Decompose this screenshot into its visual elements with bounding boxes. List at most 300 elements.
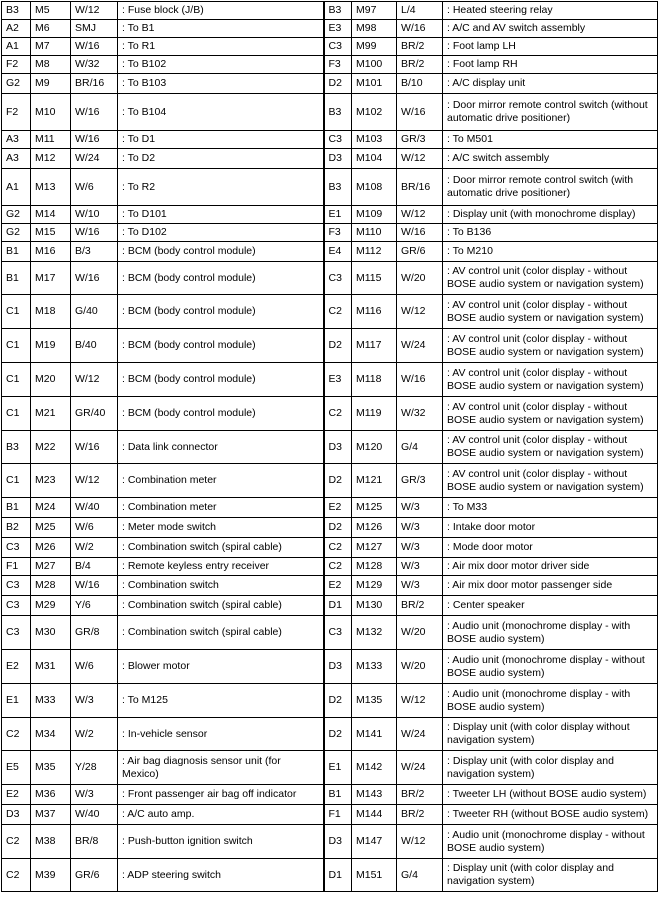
- cell-zone: A3: [2, 149, 31, 169]
- cell-description: : To R1: [118, 38, 324, 56]
- cell-zone: D2: [324, 684, 352, 718]
- cell-connector: M34: [31, 718, 71, 751]
- cell-connector: M29: [31, 596, 71, 616]
- cell-color: W/10: [71, 206, 118, 224]
- cell-zone: C3: [324, 131, 352, 149]
- cell-description: : AV control unit (color display - without BOSE audio system or navigation system): [443, 262, 658, 295]
- cell-description: : A/C auto amp.: [118, 805, 324, 825]
- cell-color: W/16: [71, 94, 118, 131]
- cell-description: : Display unit (with color display and navigation system): [443, 751, 658, 785]
- cell-color: W/12: [71, 363, 118, 397]
- cell-connector: M33: [31, 684, 71, 718]
- cell-color: W/12: [71, 464, 118, 498]
- cell-zone: D2: [324, 464, 352, 498]
- table-row: [2, 684, 658, 718]
- cell-color: W/16: [71, 38, 118, 56]
- cell-description: : To D2: [118, 149, 324, 169]
- cell-connector: M30: [31, 616, 71, 650]
- table-row: [2, 558, 658, 576]
- cell-connector: M15: [31, 224, 71, 242]
- cell-zone: A2: [2, 20, 31, 38]
- cell-zone: F1: [2, 558, 31, 576]
- table-row: [2, 149, 658, 169]
- cell-zone: D1: [324, 596, 352, 616]
- cell-color: W/12: [397, 825, 443, 859]
- cell-zone: D1: [324, 859, 352, 892]
- cell-zone: C3: [324, 262, 352, 295]
- table-row: [2, 825, 658, 859]
- cell-color: BR/8: [71, 825, 118, 859]
- cell-zone: C1: [2, 295, 31, 329]
- cell-description: : To D102: [118, 224, 324, 242]
- cell-connector: M8: [31, 56, 71, 74]
- cell-zone: D2: [324, 718, 352, 751]
- cell-color: W/16: [397, 363, 443, 397]
- cell-connector: M103: [352, 131, 397, 149]
- cell-color: BR/2: [397, 38, 443, 56]
- cell-description: : A/C and AV switch assembly: [443, 20, 658, 38]
- cell-color: W/20: [397, 650, 443, 684]
- cell-connector: M141: [352, 718, 397, 751]
- cell-zone: E2: [324, 576, 352, 596]
- cell-connector: M109: [352, 206, 397, 224]
- cell-color: BR/16: [397, 169, 443, 206]
- cell-connector: M28: [31, 576, 71, 596]
- cell-description: : AV control unit (color display - without BOSE audio system or navigation system): [443, 431, 658, 464]
- cell-zone: B1: [2, 242, 31, 262]
- cell-connector: M127: [352, 538, 397, 558]
- cell-description: : BCM (body control module): [118, 329, 324, 363]
- cell-zone: C2: [2, 859, 31, 892]
- cell-connector: M39: [31, 859, 71, 892]
- cell-connector: M97: [352, 2, 397, 20]
- cell-connector: M31: [31, 650, 71, 684]
- cell-description: : Data link connector: [118, 431, 324, 464]
- table-row: [2, 242, 658, 262]
- cell-description: : Center speaker: [443, 596, 658, 616]
- cell-connector: M100: [352, 56, 397, 74]
- cell-description: : Audio unit (monochrome display - with BOSE audio system): [443, 616, 658, 650]
- cell-connector: M35: [31, 751, 71, 785]
- cell-description: : A/C display unit: [443, 74, 658, 94]
- cell-zone: C3: [324, 616, 352, 650]
- cell-connector: M129: [352, 576, 397, 596]
- cell-zone: E5: [2, 751, 31, 785]
- cell-connector: M14: [31, 206, 71, 224]
- cell-connector: M98: [352, 20, 397, 38]
- table-row: [2, 431, 658, 464]
- table-row: [2, 785, 658, 805]
- cell-connector: M26: [31, 538, 71, 558]
- cell-color: W/24: [397, 718, 443, 751]
- cell-connector: M151: [352, 859, 397, 892]
- cell-description: : Door mirror remote control switch (with automatic drive positioner): [443, 169, 658, 206]
- cell-color: W/3: [397, 576, 443, 596]
- cell-zone: D3: [324, 825, 352, 859]
- table-row: [2, 363, 658, 397]
- cell-color: G/40: [71, 295, 118, 329]
- cell-description: : Audio unit (monochrome display - with BOSE audio system): [443, 684, 658, 718]
- table-row: [2, 751, 658, 785]
- cell-zone: F2: [2, 94, 31, 131]
- cell-zone: C1: [2, 464, 31, 498]
- cell-zone: E4: [324, 242, 352, 262]
- cell-description: : Remote keyless entry receiver: [118, 558, 324, 576]
- cell-description: : Meter mode switch: [118, 518, 324, 538]
- cell-description: : Intake door motor: [443, 518, 658, 538]
- cell-color: W/3: [397, 558, 443, 576]
- cell-color: W/12: [397, 684, 443, 718]
- cell-connector: M120: [352, 431, 397, 464]
- cell-color: W/40: [71, 805, 118, 825]
- cell-connector: M117: [352, 329, 397, 363]
- cell-color: W/3: [397, 518, 443, 538]
- cell-connector: M102: [352, 94, 397, 131]
- cell-color: BR/2: [397, 785, 443, 805]
- cell-zone: F3: [324, 224, 352, 242]
- cell-connector: M20: [31, 363, 71, 397]
- cell-color: W/16: [71, 131, 118, 149]
- cell-description: : Combination meter: [118, 498, 324, 518]
- cell-color: BR/2: [397, 56, 443, 74]
- cell-connector: M119: [352, 397, 397, 431]
- cell-zone: C2: [324, 295, 352, 329]
- cell-connector: M125: [352, 498, 397, 518]
- cell-color: W/3: [71, 785, 118, 805]
- cell-description: : Tweeter LH (without BOSE audio system): [443, 785, 658, 805]
- cell-connector: M36: [31, 785, 71, 805]
- table-row: [2, 224, 658, 242]
- cell-color: W/12: [397, 149, 443, 169]
- cell-description: : Door mirror remote control switch (without automatic drive positioner): [443, 94, 658, 131]
- cell-description: : AV control unit (color display - without BOSE audio system or navigation system): [443, 363, 658, 397]
- cell-description: : To B136: [443, 224, 658, 242]
- cell-description: : BCM (body control module): [118, 295, 324, 329]
- cell-color: GR/6: [397, 242, 443, 262]
- cell-color: Y/28: [71, 751, 118, 785]
- cell-description: : AV control unit (color display - without BOSE audio system or navigation system): [443, 295, 658, 329]
- cell-description: : Air bag diagnosis sensor unit (for Mexico): [118, 751, 324, 785]
- cell-description: : Air mix door motor driver side: [443, 558, 658, 576]
- cell-connector: M121: [352, 464, 397, 498]
- cell-zone: B2: [2, 518, 31, 538]
- cell-connector: M147: [352, 825, 397, 859]
- cell-zone: B3: [324, 169, 352, 206]
- cell-zone: E1: [324, 206, 352, 224]
- cell-connector: M132: [352, 616, 397, 650]
- cell-color: G/4: [397, 859, 443, 892]
- cell-connector: M19: [31, 329, 71, 363]
- cell-connector: M16: [31, 242, 71, 262]
- cell-zone: C3: [2, 538, 31, 558]
- table-row: [2, 596, 658, 616]
- cell-connector: M25: [31, 518, 71, 538]
- cell-description: : Combination switch (spiral cable): [118, 616, 324, 650]
- cell-connector: M142: [352, 751, 397, 785]
- cell-color: B/4: [71, 558, 118, 576]
- cell-connector: M38: [31, 825, 71, 859]
- cell-description: : Mode door motor: [443, 538, 658, 558]
- table-row: [2, 859, 658, 892]
- cell-zone: B1: [324, 785, 352, 805]
- cell-zone: C3: [2, 576, 31, 596]
- cell-zone: B3: [2, 2, 31, 20]
- table-row: [2, 718, 658, 751]
- cell-description: : To B102: [118, 56, 324, 74]
- cell-color: W/20: [397, 616, 443, 650]
- cell-description: : To D101: [118, 206, 324, 224]
- cell-connector: M17: [31, 262, 71, 295]
- cell-color: GR/6: [71, 859, 118, 892]
- cell-connector: M10: [31, 94, 71, 131]
- cell-color: W/16: [71, 576, 118, 596]
- cell-color: W/6: [71, 650, 118, 684]
- cell-connector: M21: [31, 397, 71, 431]
- cell-connector: M11: [31, 131, 71, 149]
- cell-description: : To M125: [118, 684, 324, 718]
- cell-color: W/12: [397, 206, 443, 224]
- cell-description: : To M501: [443, 131, 658, 149]
- cell-zone: C3: [324, 38, 352, 56]
- table-row: [2, 518, 658, 538]
- cell-color: W/3: [397, 498, 443, 518]
- cell-color: L/4: [397, 2, 443, 20]
- cell-connector: M6: [31, 20, 71, 38]
- table-row: [2, 464, 658, 498]
- cell-zone: D3: [324, 149, 352, 169]
- cell-zone: C1: [2, 397, 31, 431]
- cell-description: : BCM (body control module): [118, 397, 324, 431]
- table-row: [2, 295, 658, 329]
- cell-description: : To B104: [118, 94, 324, 131]
- cell-description: : Tweeter RH (without BOSE audio system): [443, 805, 658, 825]
- cell-color: W/32: [397, 397, 443, 431]
- cell-description: : BCM (body control module): [118, 262, 324, 295]
- cell-description: : In-vehicle sensor: [118, 718, 324, 751]
- cell-zone: C2: [2, 718, 31, 751]
- cell-color: W/6: [71, 169, 118, 206]
- cell-color: W/6: [71, 518, 118, 538]
- cell-connector: M23: [31, 464, 71, 498]
- cell-color: W/24: [71, 149, 118, 169]
- cell-zone: C2: [324, 558, 352, 576]
- cell-zone: F2: [2, 56, 31, 74]
- cell-color: BR/2: [397, 596, 443, 616]
- cell-connector: M22: [31, 431, 71, 464]
- cell-zone: D3: [324, 650, 352, 684]
- cell-description: : Audio unit (monochrome display - without BOSE audio system): [443, 650, 658, 684]
- cell-connector: M135: [352, 684, 397, 718]
- cell-zone: G2: [2, 74, 31, 94]
- cell-description: : Foot lamp RH: [443, 56, 658, 74]
- cell-connector: M101: [352, 74, 397, 94]
- table-row: [2, 397, 658, 431]
- cell-connector: M108: [352, 169, 397, 206]
- cell-connector: M37: [31, 805, 71, 825]
- table-row: [2, 131, 658, 149]
- table-row: [2, 262, 658, 295]
- cell-description: : Front passenger air bag off indicator: [118, 785, 324, 805]
- cell-connector: M18: [31, 295, 71, 329]
- cell-description: : To B103: [118, 74, 324, 94]
- cell-color: W/16: [397, 94, 443, 131]
- cell-description: : Combination switch (spiral cable): [118, 596, 324, 616]
- cell-connector: M24: [31, 498, 71, 518]
- cell-color: GR/3: [397, 131, 443, 149]
- cell-zone: G2: [2, 206, 31, 224]
- table-row: [2, 20, 658, 38]
- table-row: [2, 650, 658, 684]
- cell-description: : Air mix door motor passenger side: [443, 576, 658, 596]
- cell-description: : AV control unit (color display - without BOSE audio system or navigation system): [443, 464, 658, 498]
- cell-zone: E2: [324, 498, 352, 518]
- cell-description: : Combination switch: [118, 576, 324, 596]
- cell-description: : Combination meter: [118, 464, 324, 498]
- table-row: [2, 2, 658, 20]
- cell-color: W/12: [397, 295, 443, 329]
- cell-zone: A1: [2, 169, 31, 206]
- cell-connector: M143: [352, 785, 397, 805]
- cell-color: W/16: [397, 20, 443, 38]
- cell-description: : Blower motor: [118, 650, 324, 684]
- cell-connector: M128: [352, 558, 397, 576]
- cell-description: : BCM (body control module): [118, 242, 324, 262]
- cell-description: : Display unit (with color display without navigation system): [443, 718, 658, 751]
- cell-color: B/3: [71, 242, 118, 262]
- cell-color: BR/2: [397, 805, 443, 825]
- cell-color: W/12: [71, 2, 118, 20]
- cell-zone: B1: [2, 262, 31, 295]
- cell-color: SMJ: [71, 20, 118, 38]
- cell-color: W/2: [71, 538, 118, 558]
- cell-zone: A3: [2, 131, 31, 149]
- cell-connector: M115: [352, 262, 397, 295]
- cell-color: B/40: [71, 329, 118, 363]
- cell-zone: E3: [324, 20, 352, 38]
- cell-zone: C2: [324, 397, 352, 431]
- table-row: [2, 576, 658, 596]
- table-row: [2, 206, 658, 224]
- cell-description: : Combination switch (spiral cable): [118, 538, 324, 558]
- cell-description: : AV control unit (color display - without BOSE audio system or navigation system): [443, 397, 658, 431]
- cell-description: : Display unit (with monochrome display): [443, 206, 658, 224]
- cell-connector: M27: [31, 558, 71, 576]
- table-row: [2, 169, 658, 206]
- table-row: [2, 94, 658, 131]
- cell-color: G/4: [397, 431, 443, 464]
- cell-zone: D3: [2, 805, 31, 825]
- cell-connector: M7: [31, 38, 71, 56]
- cell-zone: C2: [2, 825, 31, 859]
- cell-description: : To R2: [118, 169, 324, 206]
- cell-color: GR/40: [71, 397, 118, 431]
- cell-connector: M133: [352, 650, 397, 684]
- cell-color: BR/16: [71, 74, 118, 94]
- cell-color: W/16: [71, 431, 118, 464]
- cell-connector: M130: [352, 596, 397, 616]
- cell-connector: M118: [352, 363, 397, 397]
- cell-zone: F3: [324, 56, 352, 74]
- cell-description: : Push-button ignition switch: [118, 825, 324, 859]
- table-row: [2, 805, 658, 825]
- cell-connector: M104: [352, 149, 397, 169]
- connector-list-table: [1, 1, 658, 892]
- cell-zone: E2: [2, 650, 31, 684]
- cell-zone: D3: [324, 431, 352, 464]
- cell-zone: A1: [2, 38, 31, 56]
- cell-color: Y/6: [71, 596, 118, 616]
- cell-zone: F1: [324, 805, 352, 825]
- cell-color: GR/8: [71, 616, 118, 650]
- cell-zone: C2: [324, 538, 352, 558]
- cell-description: : Fuse block (J/B): [118, 2, 324, 20]
- cell-zone: C1: [2, 363, 31, 397]
- table-row: [2, 498, 658, 518]
- cell-color: W/16: [71, 224, 118, 242]
- cell-zone: D2: [324, 329, 352, 363]
- cell-color: W/24: [397, 329, 443, 363]
- table-row: [2, 38, 658, 56]
- cell-description: : Heated steering relay: [443, 2, 658, 20]
- cell-connector: M9: [31, 74, 71, 94]
- cell-description: : To D1: [118, 131, 324, 149]
- cell-zone: C3: [2, 596, 31, 616]
- cell-color: W/3: [397, 538, 443, 558]
- cell-zone: G2: [2, 224, 31, 242]
- cell-color: B/10: [397, 74, 443, 94]
- cell-zone: E2: [2, 785, 31, 805]
- cell-description: : To M210: [443, 242, 658, 262]
- cell-connector: M99: [352, 38, 397, 56]
- cell-color: W/2: [71, 718, 118, 751]
- cell-color: W/20: [397, 262, 443, 295]
- cell-description: : To B1: [118, 20, 324, 38]
- cell-description: : To M33: [443, 498, 658, 518]
- cell-description: : BCM (body control module): [118, 363, 324, 397]
- cell-color: W/24: [397, 751, 443, 785]
- cell-zone: E1: [324, 751, 352, 785]
- cell-zone: D2: [324, 74, 352, 94]
- cell-zone: C3: [2, 616, 31, 650]
- cell-zone: E1: [2, 684, 31, 718]
- cell-connector: M12: [31, 149, 71, 169]
- table-row: [2, 538, 658, 558]
- cell-connector: M116: [352, 295, 397, 329]
- cell-color: W/40: [71, 498, 118, 518]
- cell-zone: B3: [324, 2, 352, 20]
- cell-connector: M144: [352, 805, 397, 825]
- table-row: [2, 56, 658, 74]
- table-body: [2, 2, 658, 892]
- cell-zone: B3: [324, 94, 352, 131]
- table-row: [2, 74, 658, 94]
- cell-description: : Foot lamp LH: [443, 38, 658, 56]
- cell-color: GR/3: [397, 464, 443, 498]
- cell-zone: D2: [324, 518, 352, 538]
- cell-zone: C1: [2, 329, 31, 363]
- cell-description: : Display unit (with color display and navigation system): [443, 859, 658, 892]
- cell-zone: B1: [2, 498, 31, 518]
- cell-color: W/16: [71, 262, 118, 295]
- table-row: [2, 616, 658, 650]
- cell-description: : Audio unit (monochrome display - without BOSE audio system): [443, 825, 658, 859]
- cell-description: : AV control unit (color display - without BOSE audio system or navigation system): [443, 329, 658, 363]
- cell-color: W/16: [397, 224, 443, 242]
- cell-connector: M110: [352, 224, 397, 242]
- cell-zone: B3: [2, 431, 31, 464]
- cell-color: W/3: [71, 684, 118, 718]
- cell-description: : A/C switch assembly: [443, 149, 658, 169]
